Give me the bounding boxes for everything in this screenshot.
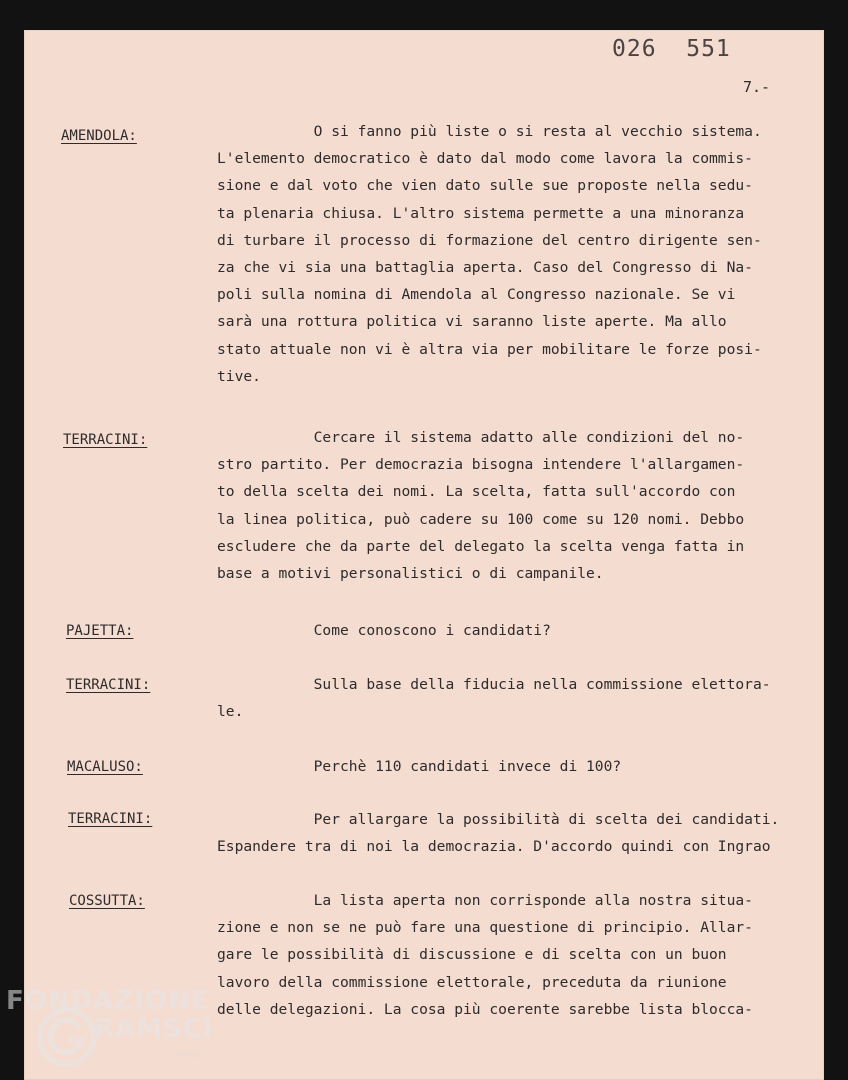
g-circle-logo-icon xyxy=(36,1006,98,1068)
archive-number: 026 551 xyxy=(612,36,731,62)
watermark-line2: RAMSCI xyxy=(94,1014,214,1044)
fondazione-gramsci-watermark xyxy=(2,986,232,1080)
page-number: 7.- xyxy=(743,78,771,96)
speaker-label: TERRACINI: xyxy=(63,432,148,448)
speech-text: La lista aperta non corrisponde alla nostra situa- zione e non se ne può fare una questione di principio. Allar- gare le possibilità di discussione e di scelta con un buon lavoro della commissione elettorale, preceduta da riunione delle delegazioni. La cosa più coerente sarebbe lista blocca- xyxy=(217,892,753,1018)
speaker-label: PAJETTA: xyxy=(66,623,134,639)
speaker-label: MACALUSO: xyxy=(67,759,143,775)
speech-text: Sulla base della fiducia nella commissione elettora- le. xyxy=(217,676,771,721)
speaker-label: AMENDOLA: xyxy=(61,128,137,144)
watermark-line1: FONDAZIONE xyxy=(6,986,210,1016)
speaker-label: TERRACINI: xyxy=(66,677,151,693)
speaker-label: TERRACINI: xyxy=(68,811,153,827)
watermark-line3: onlus xyxy=(177,1050,202,1060)
speaker-label: COSSUTTA: xyxy=(69,893,145,909)
speech-text: Perchè 110 candidati invece di 100? xyxy=(217,758,622,775)
speech-text: Come conoscono i candidati? xyxy=(217,622,551,639)
speech-text: O si fanno più liste o si resta al vecchio sistema. L'elemento democratico è dato dal modo come lavora la commis- sione e dal voto che vien dato sulle sue proposte nella sedu- ta plenaria chiusa. L'altro sistema permette a una minoranza di turbare il processo di formazione del centro dirigente sen- za che vi sia una battaglia aperta. Caso del Congresso di Na- poli sulla nomina di Amendola al Congresso nazionale. Se vi sarà una rottura politica vi saranno liste aperte. Ma allo stato attuale non vi è altra via per mobilitare le forze posi- tive. xyxy=(217,123,762,385)
speech-text: Per allargare la possibilità di scelta dei candidati. Espandere tra di noi la democrazia. D'accordo quindi con Ingrao xyxy=(217,811,780,856)
speech-text: Cercare il sistema adatto alle condizioni del no- stro partito. Per democrazia bisogna intendere l'allargamen- to della scelta dei nomi. La scelta, fatta sull'accordo con la linea politica, può cadere su 100 come su 120 nomi. Debbo escludere che da parte del delegato la scelta venga fatta in base a motivi personalistici o di campanile. xyxy=(217,429,745,583)
